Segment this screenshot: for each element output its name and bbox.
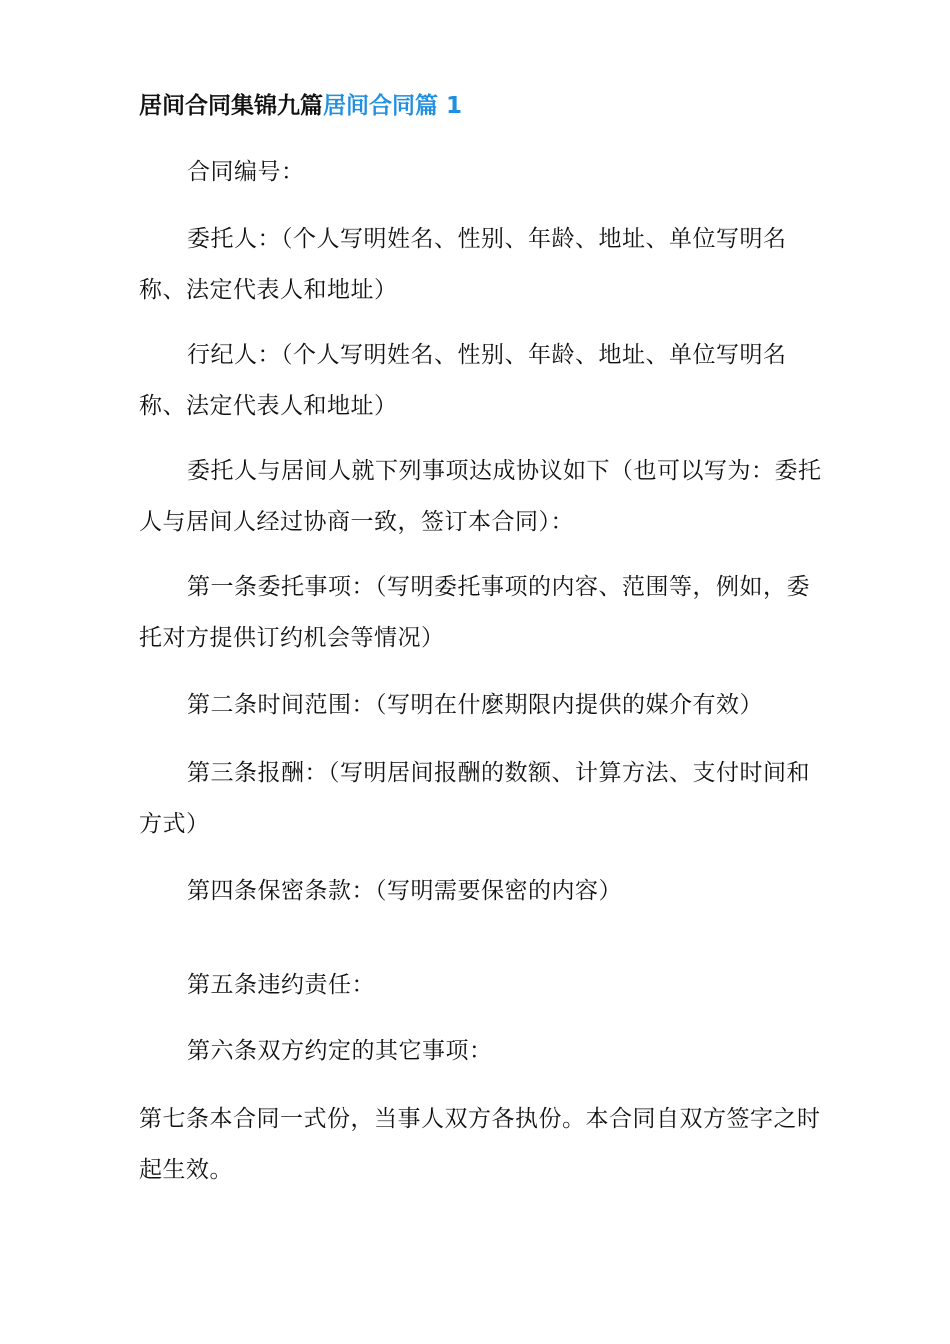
article-1-paragraph: 第一条委托事项：（写明委托事项的内容、范围等，例如，委托对方提供订约机会等情况） <box>139 574 810 651</box>
title-main: 居间合同集锦九篇 <box>139 93 323 119</box>
contract-number-paragraph: 合同编号： <box>187 159 305 185</box>
article-2-paragraph: 第二条时间范围：（写明在什麽期限内提供的媒介有效） <box>187 692 763 718</box>
document-title <box>139 86 462 126</box>
agreement-intro-paragraph: 委托人与居间人就下列事项达成协议如下（也可以写为：委托人与居间人经过协商一致，签订本合同）： <box>139 458 822 535</box>
client-paragraph: 委托人：（个人写明姓名、性别、年龄、地址、单位写明名称、法定代表人和地址） <box>139 226 787 303</box>
article-6-paragraph: 第六条双方约定的其它事项： <box>187 1038 493 1064</box>
article-3-paragraph: 第三条报酬：（写明居间报酬的数额、计算方法、支付时间和方式） <box>139 760 810 837</box>
broker-paragraph: 行纪人：（个人写明姓名、性别、年龄、地址、单位写明名称、法定代表人和地址） <box>139 342 787 419</box>
article-5-paragraph: 第五条违约责任： <box>187 972 375 998</box>
title-link[interactable]: 居间合同篇 1 <box>323 93 463 119</box>
article-4-paragraph: 第四条保密条款：（写明需要保密的内容） <box>187 878 622 904</box>
article-7-paragraph: 第七条本合同一式份，当事人双方各执份。本合同自双方签字之时起生效。 <box>139 1106 821 1183</box>
